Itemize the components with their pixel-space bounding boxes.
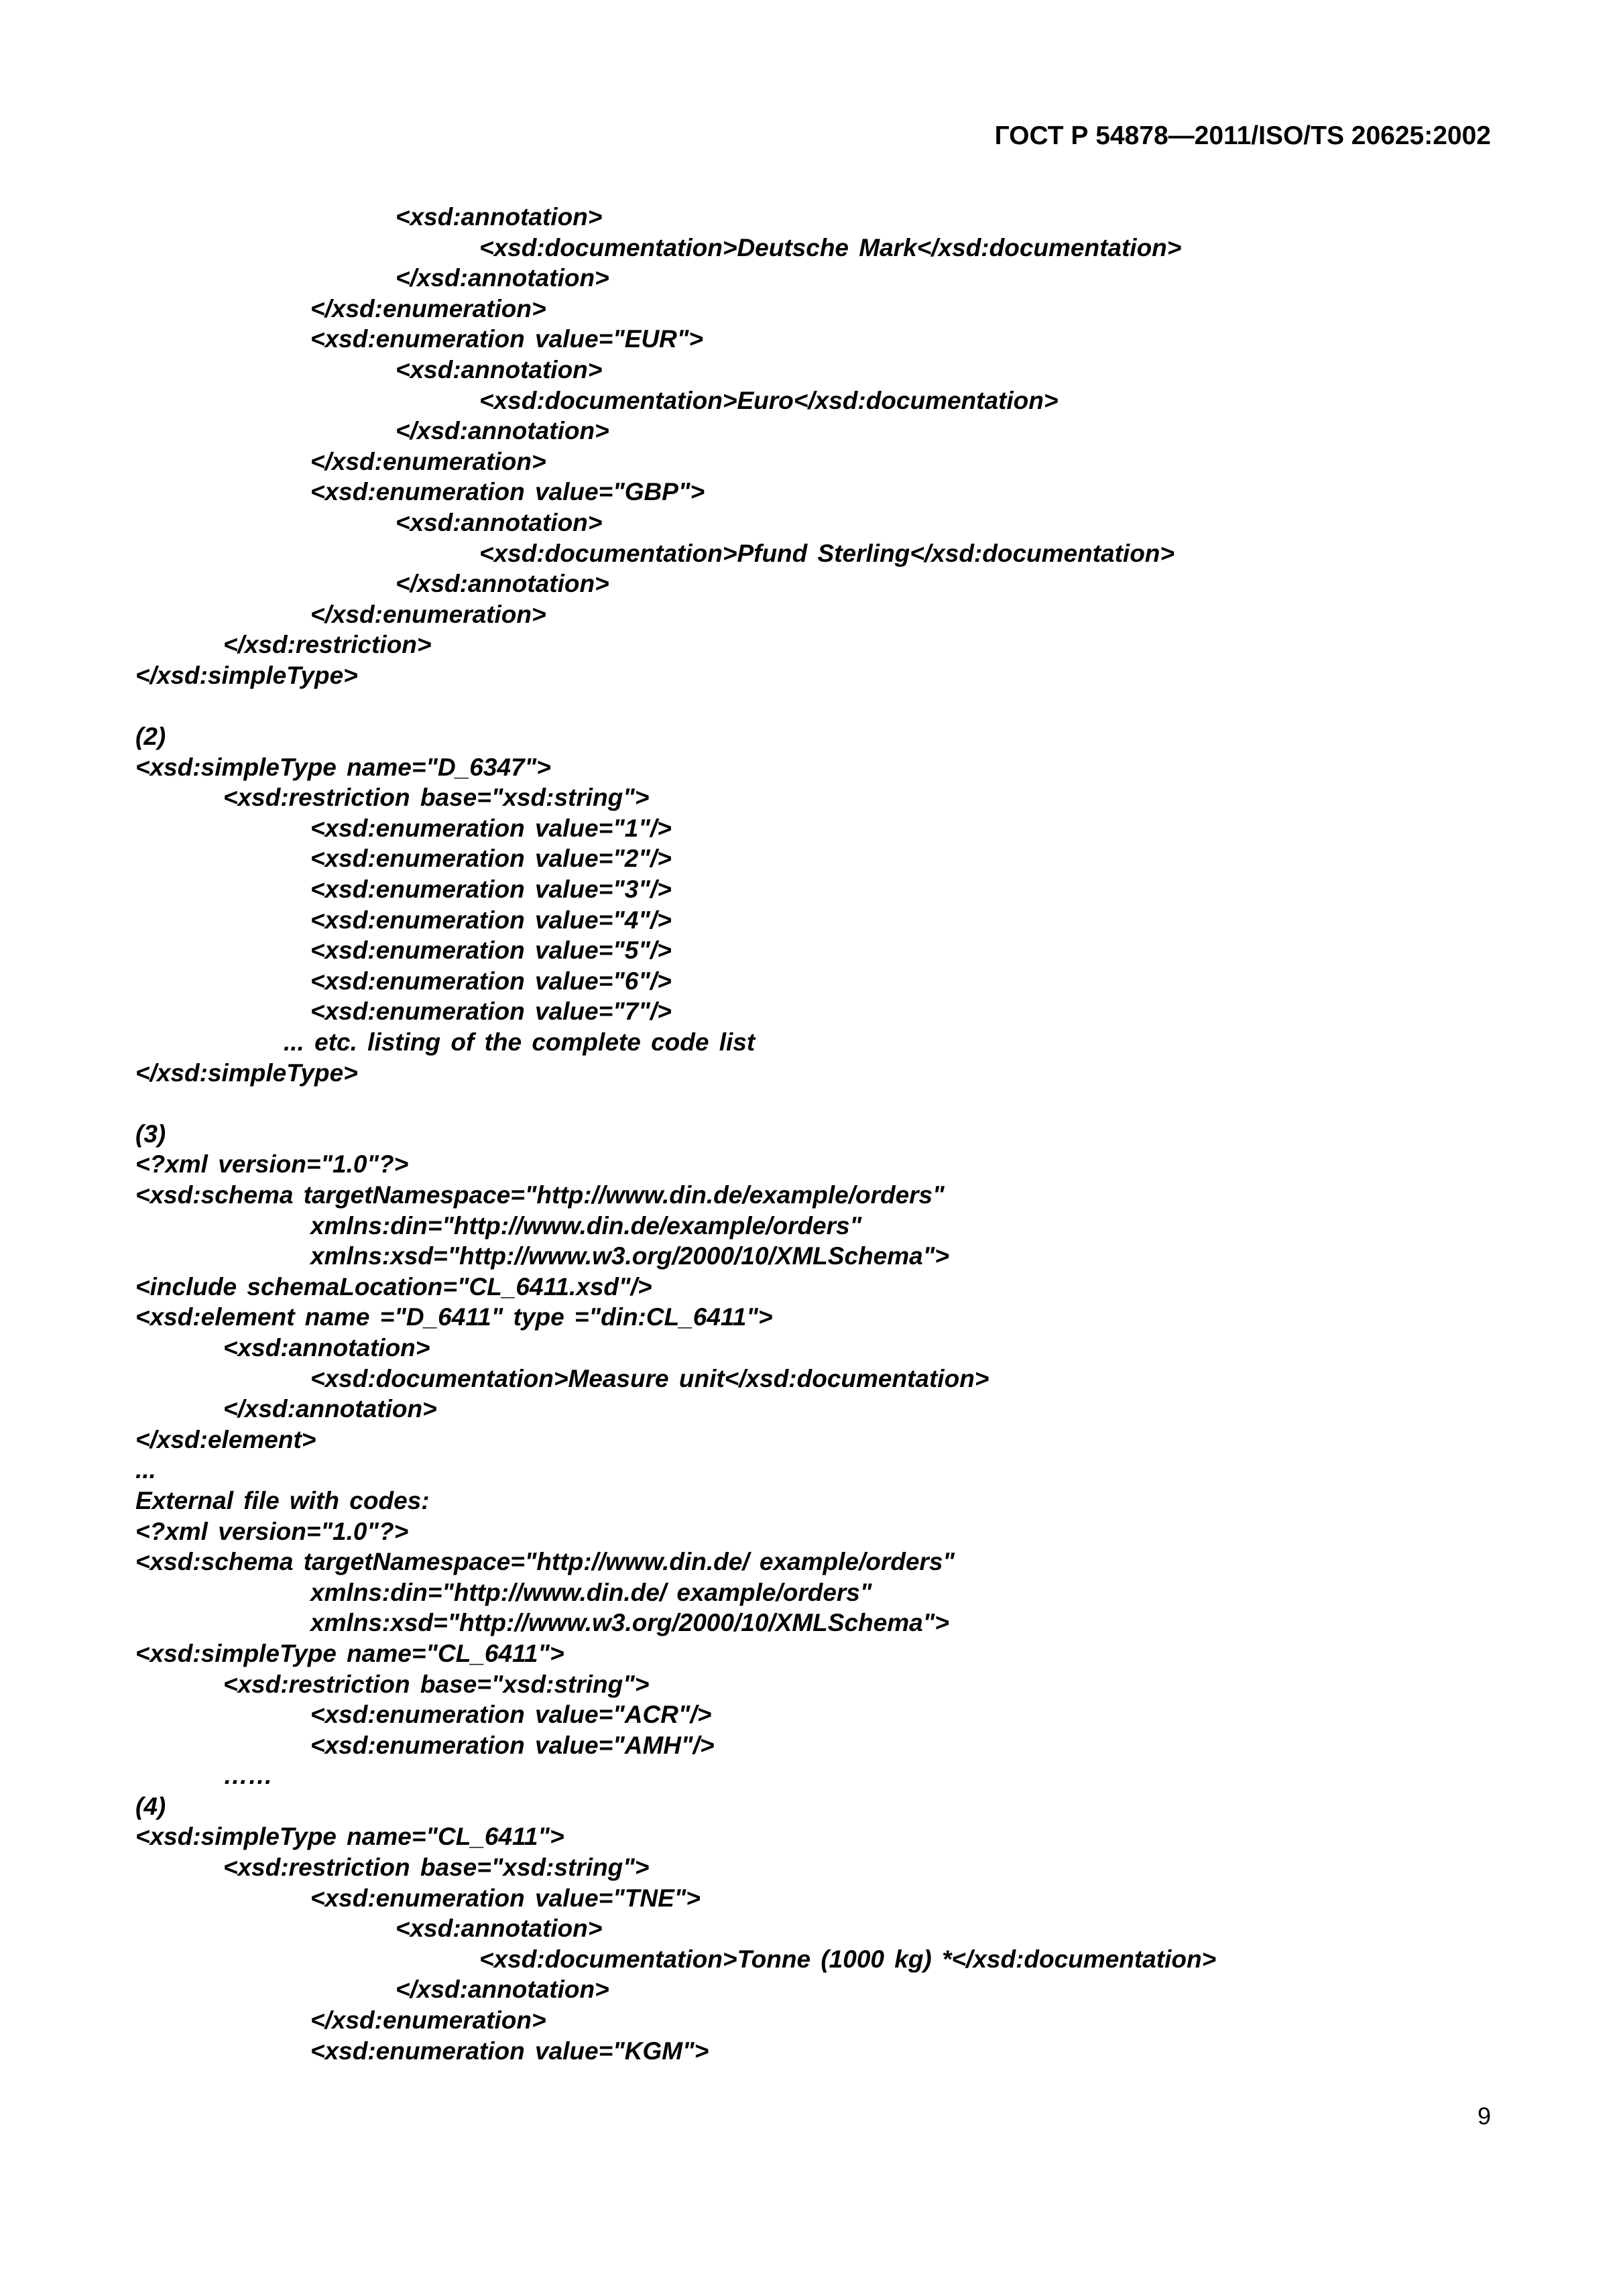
code-line: <xsd:enumeration value="1"/> xyxy=(310,814,672,842)
code-line: <xsd:enumeration value="GBP"> xyxy=(310,478,705,506)
code-line: <xsd:annotation> xyxy=(396,1915,603,1943)
code-line: <xsd:simpleType name="CL_6411"> xyxy=(135,1823,564,1851)
code-line: xmlns:xsd="http://www.w3.org/2000/10/XMLSchema"> xyxy=(310,1242,949,1270)
code-line: <xsd:restriction base="xsd:string"> xyxy=(223,784,650,812)
code-line: <xsd:restriction base="xsd:string"> xyxy=(223,1854,650,1882)
code-line: xmlns:din="http://www.din.de/example/orders" xyxy=(310,1211,862,1240)
code-line: (3) xyxy=(135,1120,166,1148)
code-line: </xsd:enumeration> xyxy=(310,447,546,475)
code-line: <xsd:enumeration value="7"/> xyxy=(310,998,672,1026)
code-line: <xsd:annotation> xyxy=(223,1333,430,1362)
code-line: <xsd:simpleType name="D_6347"> xyxy=(135,753,551,781)
code-listing xyxy=(135,202,1490,2066)
code-line: </xsd:enumeration> xyxy=(310,600,546,628)
code-line: <xsd:annotation> xyxy=(396,508,603,536)
code-line: </xsd:simpleType> xyxy=(135,1059,358,1087)
code-line: <xsd:element name ="D_6411" type ="din:CL_6411"> xyxy=(135,1303,773,1331)
code-line: <xsd:restriction base="xsd:string"> xyxy=(223,1670,650,1698)
page-number: 9 xyxy=(1477,2102,1491,2130)
code-line: <xsd:documentation>Deutsche Mark</xsd:documentation> xyxy=(479,233,1182,261)
code-line: </xsd:restriction> xyxy=(223,631,432,659)
code-line: ... xyxy=(135,1456,156,1484)
code-line: </xsd:enumeration> xyxy=(310,2006,546,2035)
code-line: <xsd:enumeration value="6"/> xyxy=(310,967,672,995)
code-line: <xsd:documentation>Euro</xsd:documentation> xyxy=(479,386,1059,414)
code-line: xmlns:xsd="http://www.w3.org/2000/10/XMLSchema"> xyxy=(310,1609,949,1637)
code-line: External file with codes: xyxy=(135,1486,430,1514)
code-line: <?xml version="1.0"?> xyxy=(135,1517,409,1545)
code-line: <xsd:enumeration value="3"/> xyxy=(310,875,672,904)
code-line: ... etc. listing of the complete code list xyxy=(284,1028,756,1056)
code-line: <?xml version="1.0"?> xyxy=(135,1150,409,1179)
code-line: </xsd:annotation> xyxy=(396,1976,609,2004)
code-line: <xsd:enumeration value="EUR"> xyxy=(310,325,704,353)
code-line: </xsd:simpleType> xyxy=(135,661,358,689)
code-line: <xsd:documentation>Pfund Sterling</xsd:documentation> xyxy=(479,539,1175,567)
code-line: </xsd:annotation> xyxy=(396,264,609,292)
code-line: <xsd:simpleType name="CL_6411"> xyxy=(135,1639,564,1667)
code-line: </xsd:enumeration> xyxy=(310,294,546,322)
code-line: <xsd:enumeration value="4"/> xyxy=(310,906,672,934)
code-line: </xsd:element> xyxy=(135,1425,316,1453)
code-line: <xsd:enumeration value="TNE"> xyxy=(310,1884,701,1912)
code-line: <include schemaLocation="CL_6411.xsd"/> xyxy=(135,1272,652,1301)
code-line: <xsd:enumeration value="ACR"/> xyxy=(310,1701,712,1729)
code-line: <xsd:documentation>Tonne (1000 kg) *</xsd:documentation> xyxy=(479,1945,1217,1973)
code-line: <xsd:annotation> xyxy=(396,203,603,231)
code-line: …… xyxy=(223,1762,273,1790)
blank-line xyxy=(135,1088,1490,1119)
code-line: <xsd:enumeration value="5"/> xyxy=(310,936,672,965)
code-line: <xsd:documentation>Measure unit</xsd:documentation> xyxy=(310,1364,989,1392)
blank-line xyxy=(135,691,1490,722)
code-line: </xsd:annotation> xyxy=(396,417,609,445)
code-line: </xsd:annotation> xyxy=(396,570,609,598)
code-line: <xsd:enumeration value="2"/> xyxy=(310,845,672,873)
code-line: xmlns:din="http://www.din.de/ example/orders" xyxy=(310,1578,872,1606)
code-line: <xsd:schema targetNamespace="http://www.din.de/ example/orders" xyxy=(135,1548,955,1576)
code-line: </xsd:annotation> xyxy=(223,1395,437,1423)
page-header: ГОСТ Р 54878—2011/ISO/TS 20625:2002 xyxy=(994,121,1491,150)
code-line: (4) xyxy=(135,1792,166,1820)
code-line: <xsd:enumeration value="AMH"/> xyxy=(310,1731,715,1759)
code-line: <xsd:enumeration value="KGM"> xyxy=(310,2037,709,2065)
code-line: (2) xyxy=(135,723,166,751)
code-line: <xsd:schema targetNamespace="http://www.din.de/example/orders" xyxy=(135,1181,945,1209)
code-line: <xsd:annotation> xyxy=(396,355,603,383)
